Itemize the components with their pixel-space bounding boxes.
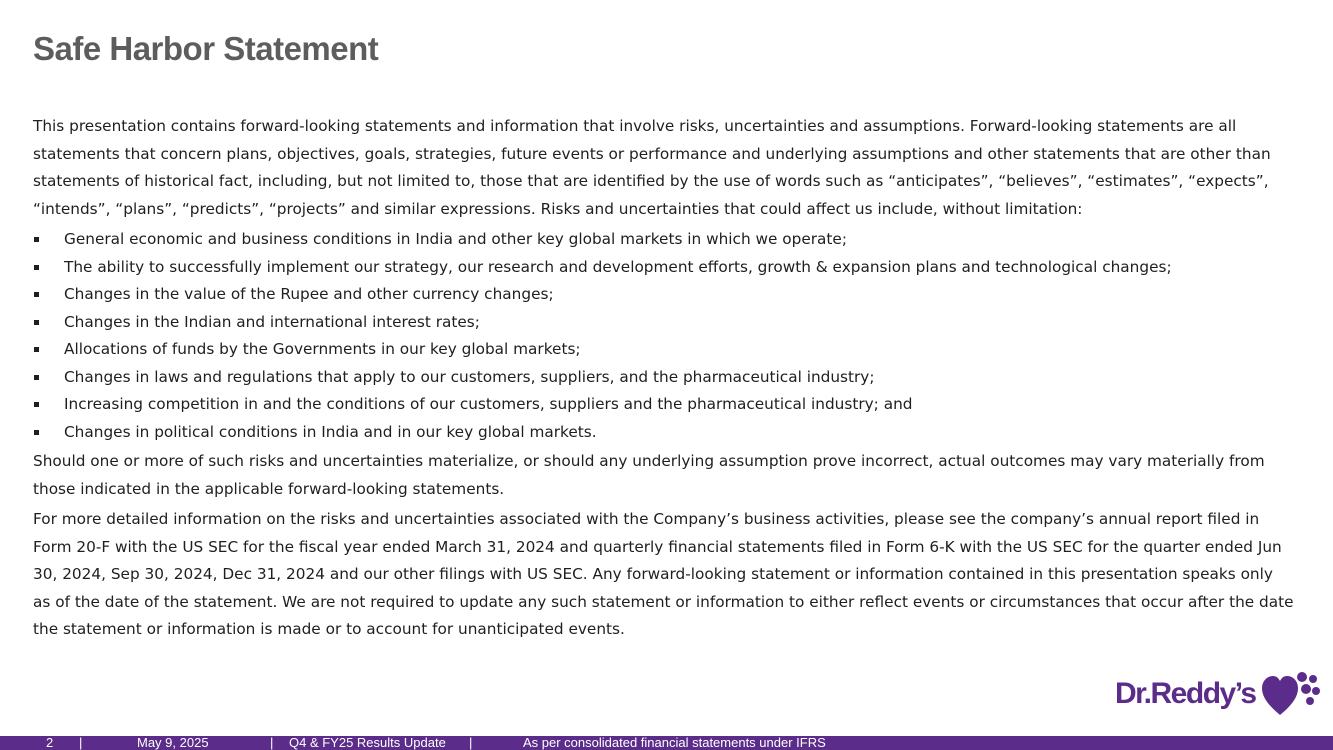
list-item: Allocations of funds by the Governments in our key global markets; — [33, 336, 1295, 364]
footer-separator: | — [270, 735, 274, 750]
bullet-icon — [34, 375, 39, 380]
logo-wordmark: Dr.Reddy’s — [1115, 677, 1256, 710]
footer-bar — [0, 736, 1333, 750]
bullet-icon — [34, 292, 39, 297]
list-item: Changes in political conditions in India and in our key global markets. — [33, 419, 1295, 447]
more-info-paragraph: For more detailed information on the risks and uncertainties associated with the Company’s business activities, please see the company’s annual report filed in Form 20-F with the US SEC for the fiscal year ended March 31, 2024 and quarterly financial statements filed in Form 6-K with the US SEC for the quarter ended Jun 30, 2024, Sep 30, 2024, Dec 31, 2024 and our other filings with US SEC. Any forward-looking statement or information contained in this presentation speaks only as of the date of the statement. We are not required to update any such statement or information to either reflect events or circumstances that occur after the date the statement or information is made or to account for unanticipated events. — [33, 510, 1294, 638]
list-item: Increasing competition in and the conditions of our customers, suppliers and the pharmaceutical industry; and — [33, 391, 1295, 419]
page-title: Safe Harbor Statement — [33, 30, 379, 67]
intro-paragraph: This presentation contains forward-looking statements and information that involve risks, uncertainties and assumptions. Forward-looking statements are all statements that concern plans, objectives, goals, strategies, future events or performance and underlying assumptions and other statements that are other than statements of historical fact, including, but not limited to, those that are identified by the use of words such as “anticipates”, “believes”, “estimates”, “expects”, “intends”, “plans”, “predicts”, “projects” and similar expressions. Risks and uncertainties that could affect us include, without limitation: — [33, 117, 1271, 218]
footer-separator: | — [79, 735, 83, 750]
list-item: Changes in the Indian and international interest rates; — [33, 309, 1295, 337]
bullet-icon — [34, 265, 39, 270]
list-item: Changes in laws and regulations that apply to our customers, suppliers, and the pharmaceutical industry; — [33, 364, 1295, 392]
bullet-icon — [34, 237, 39, 242]
bullet-icon — [34, 430, 39, 435]
list-item: The ability to successfully implement our strategy, our research and development efforts, growth & expansion plans and technological changes; — [33, 254, 1295, 282]
footer-note: As per consolidated financial statements under IFRS — [523, 735, 826, 750]
bullet-icon — [34, 347, 39, 352]
safe-harbor-body — [33, 113, 1295, 644]
footer-page-number: 2 — [46, 735, 54, 750]
bullet-icon — [34, 402, 39, 407]
bullet-icon — [34, 320, 39, 325]
list-item: General economic and business conditions in India and other key global markets in which we operate; — [33, 226, 1295, 254]
list-item: Changes in the value of the Rupee and other currency changes; — [33, 281, 1295, 309]
footer-date: May 9, 2025 — [137, 735, 209, 750]
footer-title: Q4 & FY25 Results Update — [289, 735, 446, 750]
footer-separator: | — [469, 735, 473, 750]
risk-list — [33, 226, 1295, 446]
outcomes-paragraph: Should one or more of such risks and uncertainties materialize, or should any underlying assumption prove incorrect, actual outcomes may vary materially from those indicated in the applicable forward-looking statements. — [33, 452, 1265, 498]
logo-heart-dots-icon — [1262, 671, 1320, 717]
company-logo — [1115, 671, 1320, 717]
